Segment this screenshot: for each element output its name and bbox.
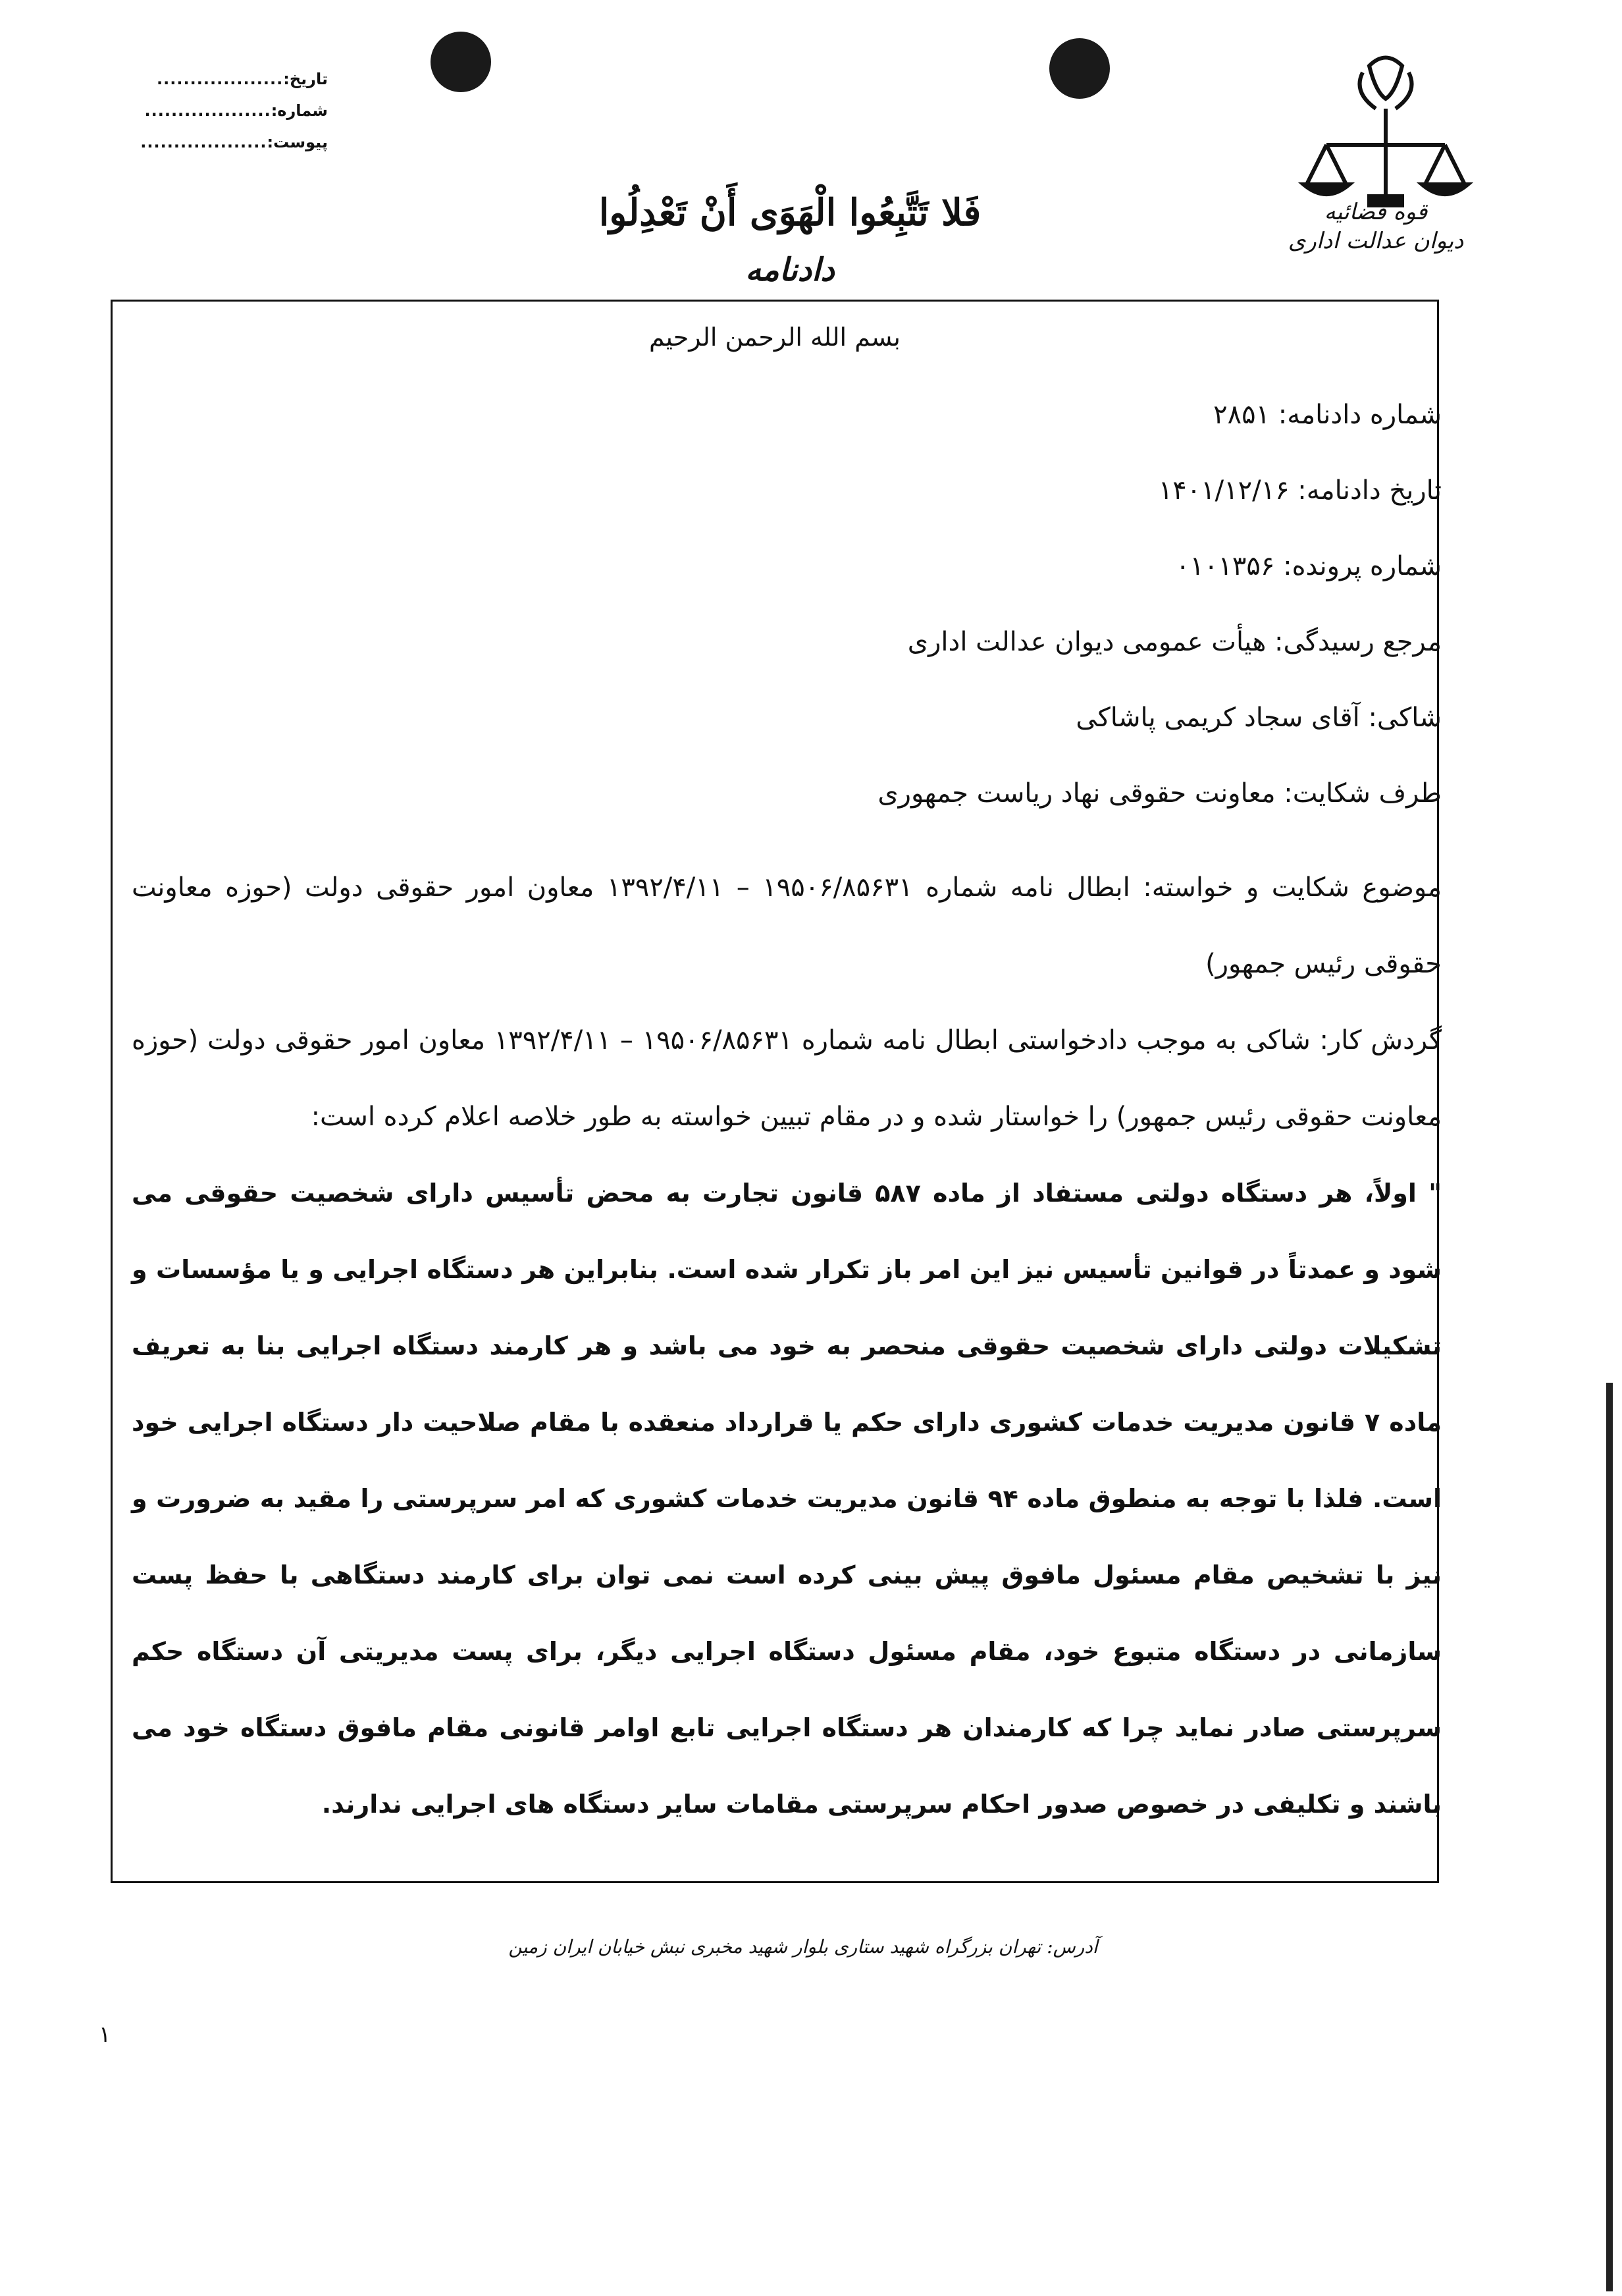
number-line: شماره: ................... — [144, 101, 328, 120]
basmala: بسم الله الرحمن الرحیم — [649, 323, 901, 352]
field-reviewing-authority: مرجع رسیدگی: هیأت عمومی دیوان عدالت اداری — [907, 627, 1442, 657]
field-workflow: گردش کار: شاکی به موجب دادخواستی ابطال نامه شماره ۱۹۵۰۶/۸۵۶۳۱ – ۱۳۹۲/۴/۱۱ معاون امور حقوقی دولت (حوزه معاونت حقوقی رئیس جمهور) را خواستار شده و در مقام تبیین خواسته به طور خلاصه اعلام کرده است: — [132, 1025, 1442, 1132]
organization-name: قوه قضائیه دیوان عدالت اداری — [1288, 199, 1464, 254]
punch-hole — [431, 32, 491, 92]
quranic-motto: فَلا تَتَّبِعُوا الْهَوَى أَنْ تَعْدِلُوا — [598, 191, 981, 234]
date-line: تاریخ: ................... — [157, 70, 328, 88]
scan-edge — [1606, 1383, 1613, 2291]
document-body — [132, 395, 1442, 1842]
field-verdict-number: شماره دادنامه: ۲۸۵۱ — [1213, 400, 1442, 430]
field-defendant: طرف شکایت: معاونت حقوقی نهاد ریاست جمهوری — [877, 778, 1442, 809]
plaintiff-statement: " اولاً، هر دستگاه دولتی مستفاد از ماده ۵۸۷ قانون تجارت به محض تأسیس دارای شخصیت حقوقی می شود و عمدتاً در قوانین تأسیس نیز این امر باز تکرار شده است. بنابراین هر دستگاه اجرایی و یا مؤسسات و تشکیلات دولتی دارای شخصیت حقوقی منحصر به خود می باشد و هر کارمند دستگاه اجرایی بنا به تعریف ماده ۷ قانون مدیریت خدمات کشوری دارای حکم یا قرارداد منعقده با مقام صلاحیت دار دستگاه اجرایی خود است. فلذا با توجه به منطوق ماده ۹۴ قانون مدیریت خدمات کشوری که امر سرپرستی را مقید به ضرورت و نیز با تشخیص مقام مسئول مافوق پیش بینی کرده است نمی توان برای کارمند دستگاهی با حفظ پست سازمانی در دستگاه متبوع خود، مقام مسئول دستگاه اجرایی دیگر، برای پست مدیریتی آن دستگاه حکم سرپرستی صادر نماید چرا که کارمندان هر دستگاه اجرایی تابع اوامر قانونی مقام مافوق دستگاه خود می باشند و تکلیفی در خصوص صدور احکام سرپرستی مقامات سایر دستگاه های اجرایی ندارند. — [132, 1179, 1442, 1819]
field-verdict-date: تاریخ دادنامه: ۱۴۰۱/۱۲/۱۶ — [1158, 475, 1442, 506]
field-subject: موضوع شکایت و خواسته: ابطال نامه شماره ۱۹۵۰۶/۸۵۶۳۱ – ۱۳۹۲/۴/۱۱ معاون امور حقوقی دولت (حوزه معاونت حقوقی رئیس جمهور) — [132, 872, 1442, 979]
header-meta — [140, 63, 328, 158]
document-type: دادنامه — [745, 252, 835, 288]
field-plaintiff: شاکی: آقای سجاد کریمی پاشاکی — [1076, 703, 1442, 733]
field-case-number: شماره پرونده: ۰۱۰۱۳۵۶ — [1175, 551, 1442, 581]
footer-address: آدرس: تهران بزرگراه شهید ستاری بلوار شهید مخبری نبش خیابان ایران زمین — [508, 1936, 1098, 1958]
page-number: ۱ — [99, 2021, 111, 2048]
punch-hole — [1049, 38, 1110, 99]
attachment-line: پیوست: ................... — [140, 133, 328, 151]
